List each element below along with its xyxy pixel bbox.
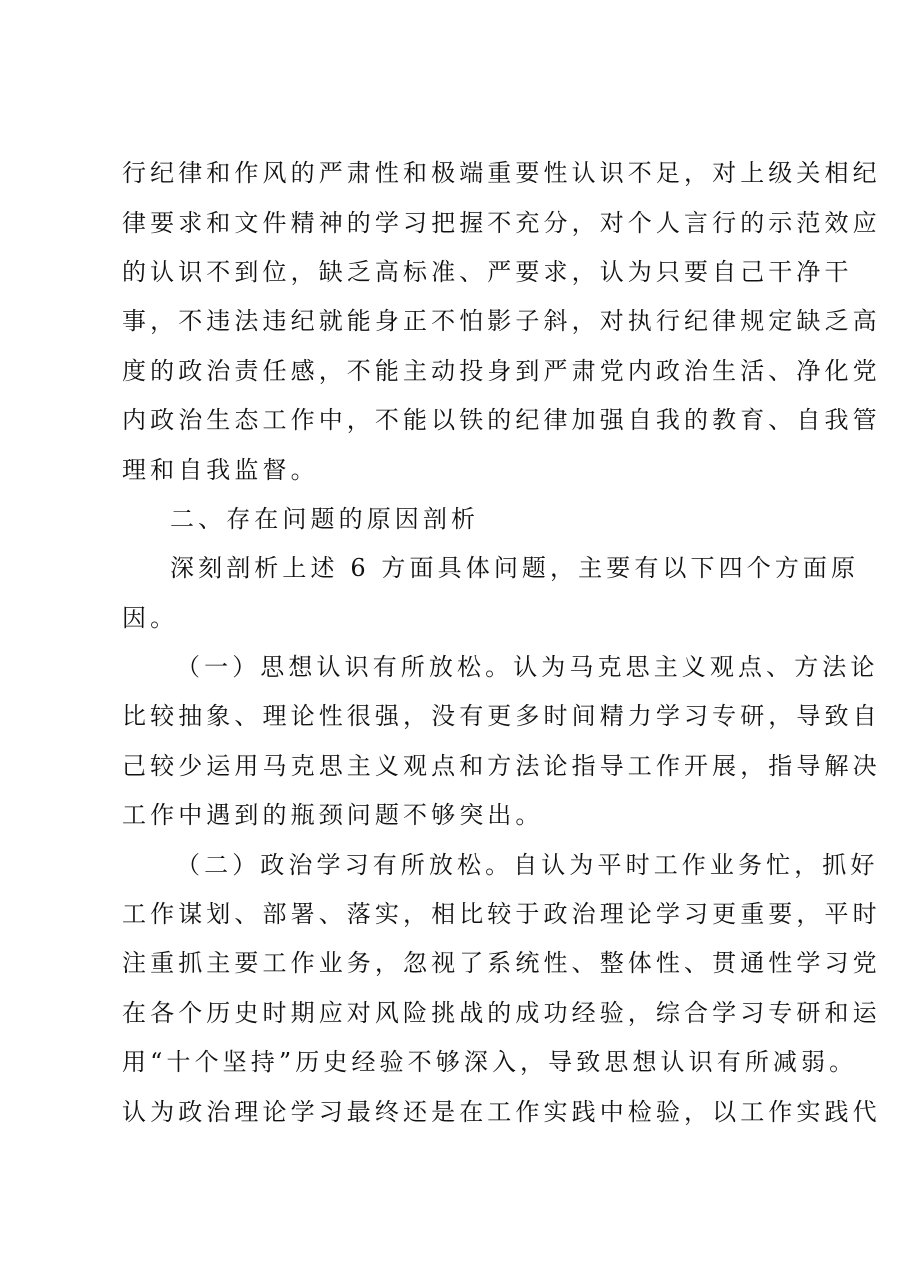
paragraph-line: 工作谋划、部署、落实，相比较于政治理论学习更重要，平时 <box>122 900 881 928</box>
paragraph-line: 事，不违法违纪就能身正不怕影子斜，对执行纪律规定缺乏高 <box>122 307 881 335</box>
paragraph-line: 深刻剖析上述 6 方面具体问题，主要有以下四个方面原 <box>170 554 860 582</box>
paragraph-line: 因。 <box>122 604 179 632</box>
paragraph-line: 行纪律和作风的严肃性和极端重要性认识不足，对上级关相纪 <box>122 159 881 187</box>
paragraph-line: 的认识不到位，缺乏高标准、严要求，认为只要自己干净干 <box>122 258 853 286</box>
paragraph-line: 律要求和文件精神的学习把握不充分，对个人言行的示范效应 <box>122 209 881 237</box>
paragraph-line: 内政治生态工作中，不能以铁的纪律加强自我的教育、自我管 <box>122 406 881 434</box>
paragraph-line: 工作中遇到的瓶颈问题不够突出。 <box>122 801 544 829</box>
section-heading: 二、存在问题的原因剖析 <box>170 505 480 533</box>
paragraph-line: 理和自我监督。 <box>122 456 319 484</box>
paragraph-line: （一）思想认识有所放松。认为马克思主义观点、方法论 <box>176 653 879 681</box>
paragraph-line: 己较少运用马克思主义观点和方法论指导工作开展，指导解决 <box>122 752 881 780</box>
paragraph-line: 注重抓主要工作业务，忽视了系统性、整体性、贯通性学习党 <box>122 949 881 977</box>
paragraph-line: 在各个历史时期应对风险挑战的成功经验，综合学习专研和运 <box>122 999 881 1027</box>
paragraph-line: 比较抽象、理论性很强，没有更多时间精力学习专研，导致自 <box>122 702 881 730</box>
paragraph-line: 用“十个坚持”历史经验不够深入，导致思想认识有所减弱。 <box>122 1048 858 1076</box>
paragraph-line: 度的政治责任感，不能主动投身到严肃党内政治生活、净化党 <box>122 357 881 385</box>
paragraph-line: 认为政治理论学习最终还是在工作实践中检验，以工作实践代 <box>122 1098 881 1126</box>
paragraph-line: （二）政治学习有所放松。自认为平时工作业务忙，抓好 <box>176 851 879 879</box>
